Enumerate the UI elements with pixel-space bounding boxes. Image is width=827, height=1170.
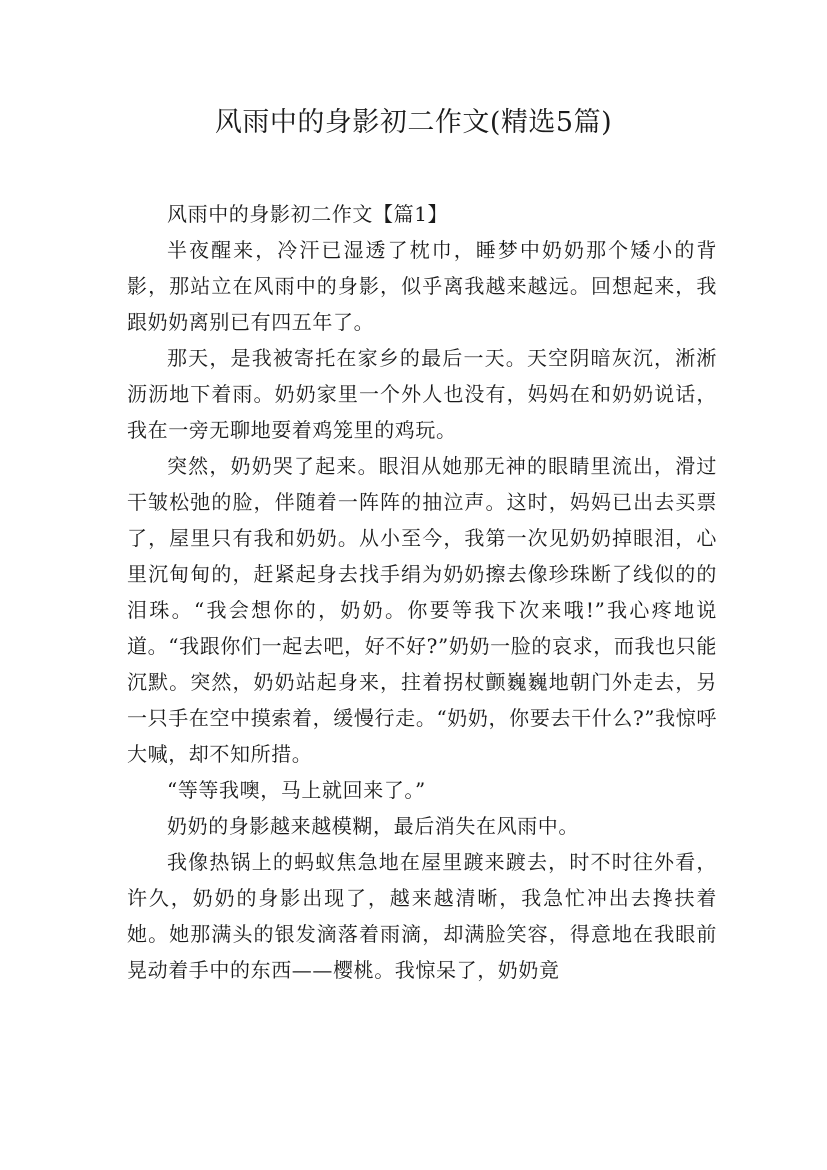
- paragraph-3: 突然，奶奶哭了起来。眼泪从她那无神的眼睛里流出，滑过干皱松弛的脸，伴随着一阵阵的抽泣声。这时，妈妈已出去买票了，屋里只有我和奶奶。从小至今，我第一次见奶奶掉眼泪，心里沉甸甸的，赶紧起身去找手绢为奶奶擦去像珍珠断了线似的的泪珠。“我会想你的，奶奶。你要等我下次来哦!”我心疼地说道。“我跟你们一起去吧，好不好?”奶奶一脸的哀求，而我也只能沉默。突然，奶奶站起身来，拄着拐杖颤巍巍地朝门外走去，另一只手在空中摸索着，缓慢行走。“奶奶，你要去干什么?”我惊呼大喊，却不知所措。: [127, 454, 717, 766]
- document-title: 风雨中的身影初二作文(精选5篇): [214, 107, 613, 138]
- document-body: [127, 196, 717, 988]
- paragraph-6: 我像热锅上的蚂蚁焦急地在屋里踱来踱去，时不时往外看，许久，奶奶的身影出现了，越来越清晰，我急忙冲出去搀扶着她。她那满头的银发滴落着雨滴，却满脸笑容，得意地在我眼前晃动着手中的东西——樱桃。我惊呆了，奶奶竟: [127, 850, 717, 982]
- paragraph-1: 半夜醒来，冷汗已湿透了枕巾，睡梦中奶奶那个矮小的背影，那站立在风雨中的身影，似乎离我越来越远。回想起来，我跟奶奶离别已有四五年了。: [127, 238, 717, 334]
- section-heading: 风雨中的身影初二作文【篇1】: [167, 202, 449, 226]
- paragraph-5: 奶奶的身影越来越模糊，最后消失在风雨中。: [167, 814, 579, 838]
- paragraph-4: “等等我噢，马上就回来了。”: [167, 778, 426, 802]
- paragraph-2: 那天，是我被寄托在家乡的最后一天。天空阴暗灰沉，淅淅沥沥地下着雨。奶奶家里一个外人也没有，妈妈在和奶奶说话，我在一旁无聊地耍着鸡笼里的鸡玩。: [127, 346, 717, 442]
